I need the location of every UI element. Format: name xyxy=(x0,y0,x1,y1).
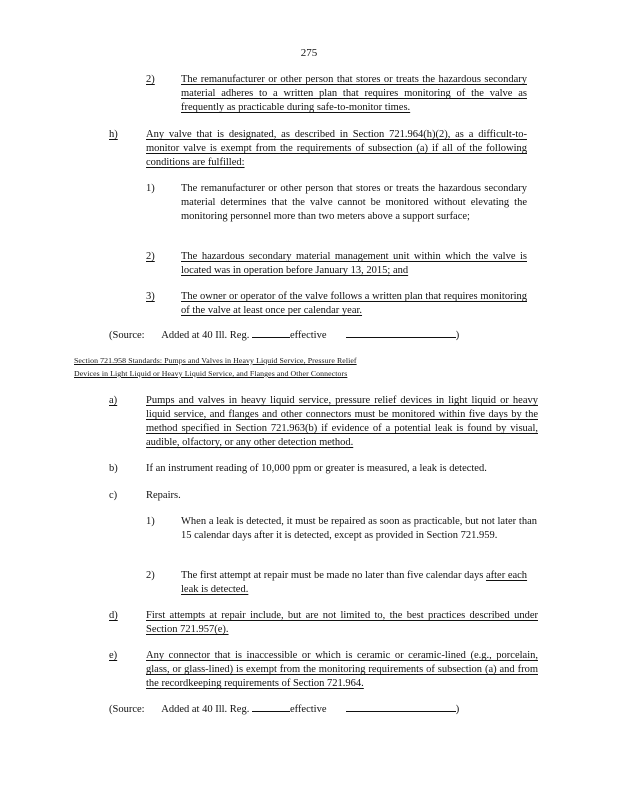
item-label-h1: 1) xyxy=(146,183,155,194)
paragraph-item-2: The remanufacturer or other person that stores or treats the hazardous secondary material adheres to a written plan that requires monitoring of the valve as frequently as practicable during safe-to-monitor times. xyxy=(181,74,527,113)
paragraph-item-h1: The remanufacturer or other person that stores or treats the hazardous secondary material determines that the valve cannot be monitored without elevating the monitoring personnel more than two meters above a support surface; xyxy=(181,183,527,222)
subsection-label-c: c) xyxy=(109,490,118,501)
source-suffix: ) xyxy=(455,704,460,715)
subsection-label-a: a) xyxy=(109,395,118,406)
source-suffix: ) xyxy=(455,330,460,341)
source-effective: effective xyxy=(289,704,327,715)
paragraph-subsection-d: First attempts at repair include, but are not limited to, the best practices described under Section 721.957(e). xyxy=(146,610,538,635)
item-label-h2: 2) xyxy=(146,251,155,262)
paragraph-subsection-c: Repairs. xyxy=(146,490,181,501)
subsection-label-d: d) xyxy=(109,610,118,621)
source-prefix: (Source: xyxy=(109,330,145,341)
source-added: Added at 40 Ill. Reg. xyxy=(161,704,250,715)
source-note-2 xyxy=(109,701,459,717)
subsection-label-e: e) xyxy=(109,650,118,661)
source-reg-blank xyxy=(252,701,290,712)
item-label-c2: 2) xyxy=(146,570,155,581)
section-heading-line-1: Section 721.958 Standards: Pumps and Valves in Heavy Liquid Service, Pressure Relief xyxy=(74,356,357,365)
item-label-c1: 1) xyxy=(146,516,155,527)
section-heading-line-2: Devices in Light Liquid or Heavy Liquid Service, and Flanges and Other Connectors xyxy=(74,369,348,378)
page-number: 275 xyxy=(300,47,318,59)
source-date-blank xyxy=(346,701,456,712)
source-effective: effective xyxy=(289,330,327,341)
paragraph-subsection-e: Any connector that is inaccessible or which is ceramic or ceramic-lined (e.g., porcelain, glass, or glass-lined) is exempt from the monitoring requirements of subsection (a) and from the recordkeeping requirements of Section 721.964. xyxy=(146,650,538,689)
paragraph-subsection-h: Any valve that is designated, as described in Section 721.964(h)(2), as a difficult-to-monitor valve is exempt from the requirements of subsection (a) if all of the following conditions are fulfilled: xyxy=(146,129,527,168)
paragraph-item-h3: The owner or operator of the valve follows a written plan that requires monitoring of the valve at least once per calendar year. xyxy=(181,291,527,316)
source-note-1 xyxy=(109,327,459,343)
paragraph-item-c2 xyxy=(181,569,537,597)
paragraph-subsection-a: Pumps and valves in heavy liquid service, pressure relief devices in light liquid or heavy liquid service, and flanges and other connectors must be monitored within five days by the method specified in Section 721.963(b) if evidence of a potential leak is found by visual, audible, olfactory, or any other detection method. xyxy=(146,395,538,448)
item-c2-plain-text: The first attempt at repair must be made no later than five calendar days xyxy=(181,570,484,581)
source-added: Added at 40 Ill. Reg. xyxy=(161,330,250,341)
item-label-2: 2) xyxy=(146,74,155,85)
source-date-blank xyxy=(346,327,456,338)
paragraph-item-h2: The hazardous secondary material management unit within which the valve is located was in operation before January 13, 2015; and xyxy=(181,251,527,276)
source-reg-blank xyxy=(252,327,290,338)
subsection-label-b: b) xyxy=(109,463,118,474)
paragraph-item-c1: When a leak is detected, it must be repaired as soon as practicable, but not later than 15 calendar days after it is detected, except as provided in Section 721.959. xyxy=(181,516,537,541)
item-label-h3: 3) xyxy=(146,291,155,302)
subsection-label-h: h) xyxy=(109,129,118,140)
paragraph-subsection-b: If an instrument reading of 10,000 ppm or greater is measured, a leak is detected. xyxy=(146,463,487,474)
item-c2-underlined-text: after each leak is detected. xyxy=(181,570,528,595)
source-prefix: (Source: xyxy=(109,704,145,715)
